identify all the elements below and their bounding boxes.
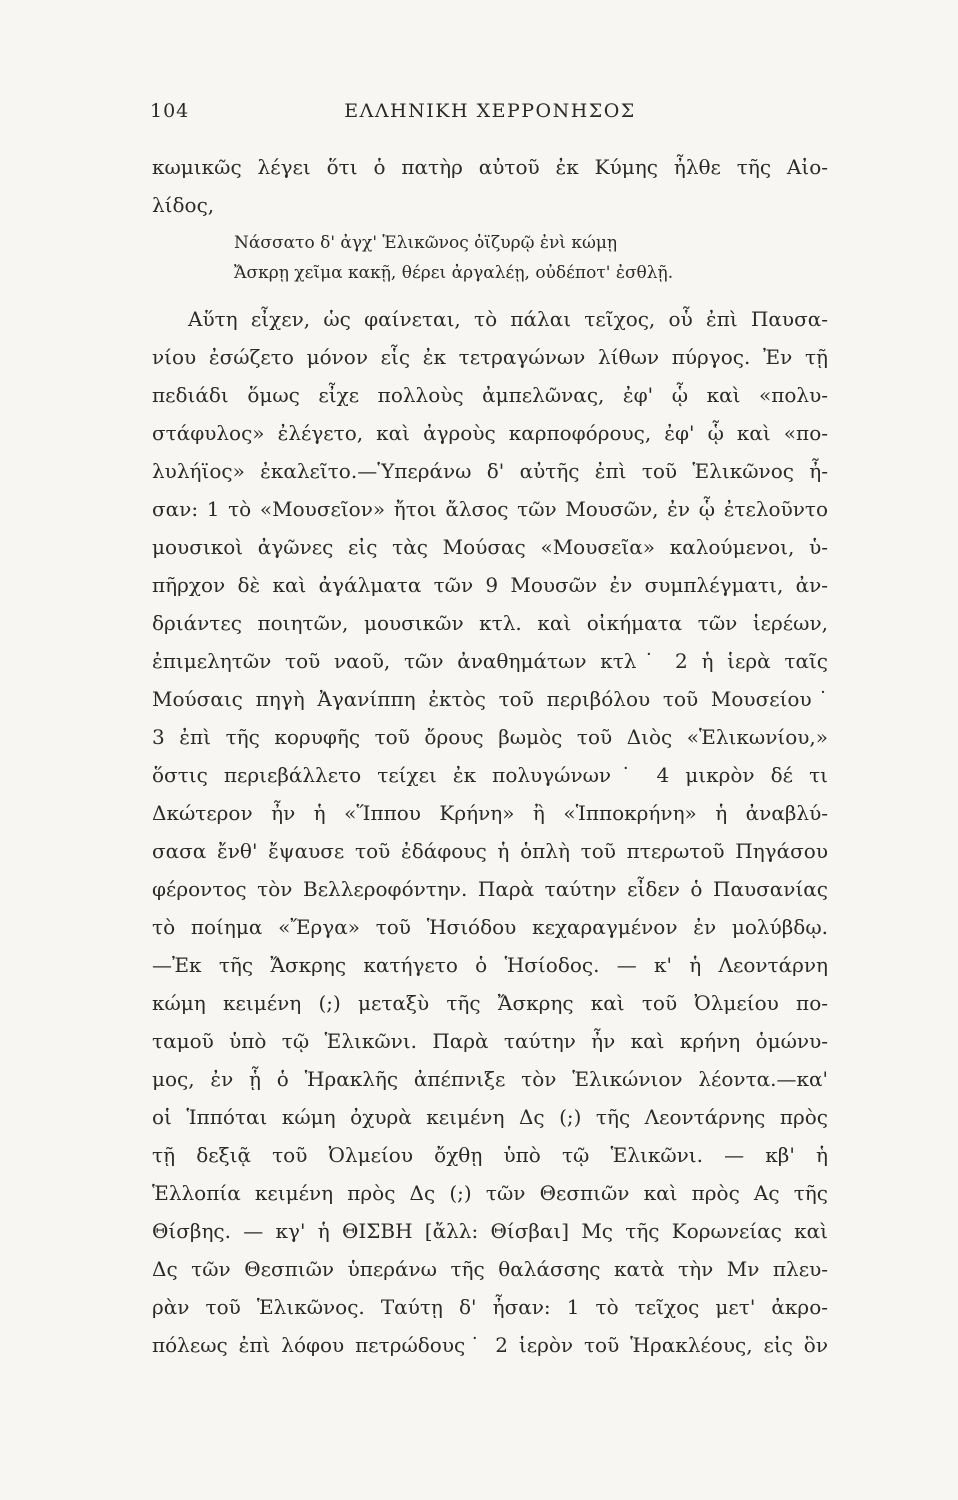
- text-line: Δκώτερον ἦν ἡ «Ἵππου Κρήνη» ἢ «Ἱπποκρήνη» ἡ ἀναβλύ-: [152, 801, 828, 825]
- body-text: [152, 148, 828, 1364]
- verse-line: Νάσσατο δ' ἀγχ' Ἑλικῶνος ὀϊζυρῷ ἐνὶ κώμῃ: [234, 233, 618, 253]
- text-line: —Ἐκ τῆς Ἄσκρης κατήγετο ὁ Ἡσίοδος. — κ' ἡ Λεοντάρνη: [152, 953, 828, 977]
- text-line: τὸ ποίημα «Ἔργα» τοῦ Ἡσιόδου κεχαραγμένον ἐν μολύβδῳ.: [152, 915, 828, 939]
- text-line: λυλήϊος» ἐκαλεῖτο.—Ὑπεράνω δ' αὐτῆς ἐπὶ τοῦ Ἑλικῶνος ἦ-: [152, 459, 828, 483]
- text-line: Δς τῶν Θεσπιῶν ὑπεράνω τῆς θαλάσσης κατὰ τὴν Μν πλευ-: [152, 1257, 828, 1281]
- text-line: σασα ἔνθ' ἔψαυσε τοῦ ἐδάφους ἡ ὁπλὴ τοῦ πτερωτοῦ Πηγάσου: [152, 839, 828, 863]
- text-line: πόλεως ἐπὶ λόφου πετρώδους˙ 2 ἱερὸν τοῦ Ἡρακλέους, εἰς ὃν: [152, 1333, 828, 1357]
- text-line: Θίσβης. — κγ' ἡ ΘΙΣΒΗ [ἄλλ: Θίσβαι] Μς τῆς Κορωνείας καὶ: [152, 1219, 828, 1243]
- text-line: ταμοῦ ὑπὸ τῷ Ἑλικῶνι. Παρὰ ταύτην ἦν καὶ κρήνη ὁμώνυ-: [152, 1029, 828, 1053]
- text-line: φέροντος τὸν Βελλεροφόντην. Παρὰ ταύτην εἶδεν ὁ Παυσανίας: [152, 877, 828, 901]
- verse-line: Ἄσκρῃ χεῖμα κακῇ, θέρει ἀργαλέῃ, οὐδέποτ' ἐσθλῇ.: [234, 263, 674, 283]
- page-number: 104: [150, 100, 190, 122]
- text-line: Αὕτη εἶχεν, ὡς φαίνεται, τὸ πάλαι τεῖχος, οὗ ἐπὶ Παυσα-: [188, 307, 828, 331]
- text-line: οἱ Ἱππόται κώμη ὀχυρὰ κειμένη Δς (;) τῆς Λεοντάρνης πρὸς: [152, 1105, 828, 1129]
- text-line: μος, ἐν ᾗ ὁ Ἡρακλῆς ἀπέπνιξε τὸν Ἑλικώνιον λέοντα.—κα': [152, 1067, 828, 1091]
- text-line: νίου ἐσώζετο μόνον εἷς ἐκ τετραγώνων λίθων πύργος. Ἐν τῇ: [152, 345, 828, 369]
- text-line: δριάντες ποιητῶν, μουσικῶν κτλ. καὶ οἰκήματα τῶν ἱερέων,: [152, 611, 828, 635]
- text-line: σαν: 1 τὸ «Μουσεῖον» ἤτοι ἄλσος τῶν Μουσῶν, ἐν ᾧ ἐτελοῦντο: [152, 497, 828, 521]
- text-line: ἐπιμελητῶν τοῦ ναοῦ, τῶν ἀναθημάτων κτλ˙ 2 ἡ ἱερὰ ταῖς: [152, 649, 828, 673]
- page-header: [150, 100, 830, 130]
- text-line: Μούσαις πηγὴ Ἀγανίππη ἐκτὸς τοῦ περιβόλου τοῦ Μουσείου˙: [152, 687, 828, 711]
- running-title: ΕΛΛΗΝΙΚΗ ΧΕΡΡΟΝΗΣΟΣ: [344, 100, 636, 122]
- text-line: κώμη κειμένη (;) μεταξὺ τῆς Ἄσκρης καὶ τοῦ Ὀλμείου πο-: [152, 991, 828, 1015]
- text-line: Ἑλλοπία κειμένη πρὸς Δς (;) τῶν Θεσπιῶν καὶ πρὸς Ας τῆς: [152, 1181, 828, 1205]
- text-line: ρὰν τοῦ Ἑλικῶνος. Ταύτῃ δ' ἦσαν: 1 τὸ τεῖχος μετ' ἀκρο-: [152, 1295, 828, 1319]
- text-line: 3 ἐπὶ τῆς κορυφῆς τοῦ ὄρους βωμὸς τοῦ Διὸς «Ἑλικωνίου,»: [152, 725, 828, 749]
- text-line: πῆρχον δὲ καὶ ἀγάλματα τῶν 9 Μουσῶν ἐν συμπλέγματι, ἀν-: [152, 573, 828, 597]
- text-line: πεδιάδι ὅμως εἶχε πολλοὺς ἀμπελῶνας, ἐφ' ᾧ καὶ «πολυ-: [152, 383, 828, 407]
- text-line: λίδος,: [152, 193, 215, 217]
- text-line: στάφυλος» ἐλέγετο, καὶ ἀγροὺς καρποφόρους, ἐφ' ᾧ καὶ «πο-: [152, 421, 828, 445]
- text-line: ὅστις περιεβάλλετο τείχει ἐκ πολυγώνων˙ 4 μικρὸν δέ τι: [152, 763, 828, 787]
- text-line: μουσικοὶ ἀγῶνες εἰς τὰς Μούσας «Μουσεῖα» καλούμενοι, ὑ-: [152, 535, 828, 559]
- text-line: κωμικῶς λέγει ὅτι ὁ πατὴρ αὐτοῦ ἐκ Κύμης ἦλθε τῆς Αἰο-: [152, 155, 828, 179]
- text-line: τῇ δεξιᾷ τοῦ Ὀλμείου ὄχθῃ ὑπὸ τῷ Ἑλικῶνι. — κβ' ἡ: [152, 1143, 828, 1167]
